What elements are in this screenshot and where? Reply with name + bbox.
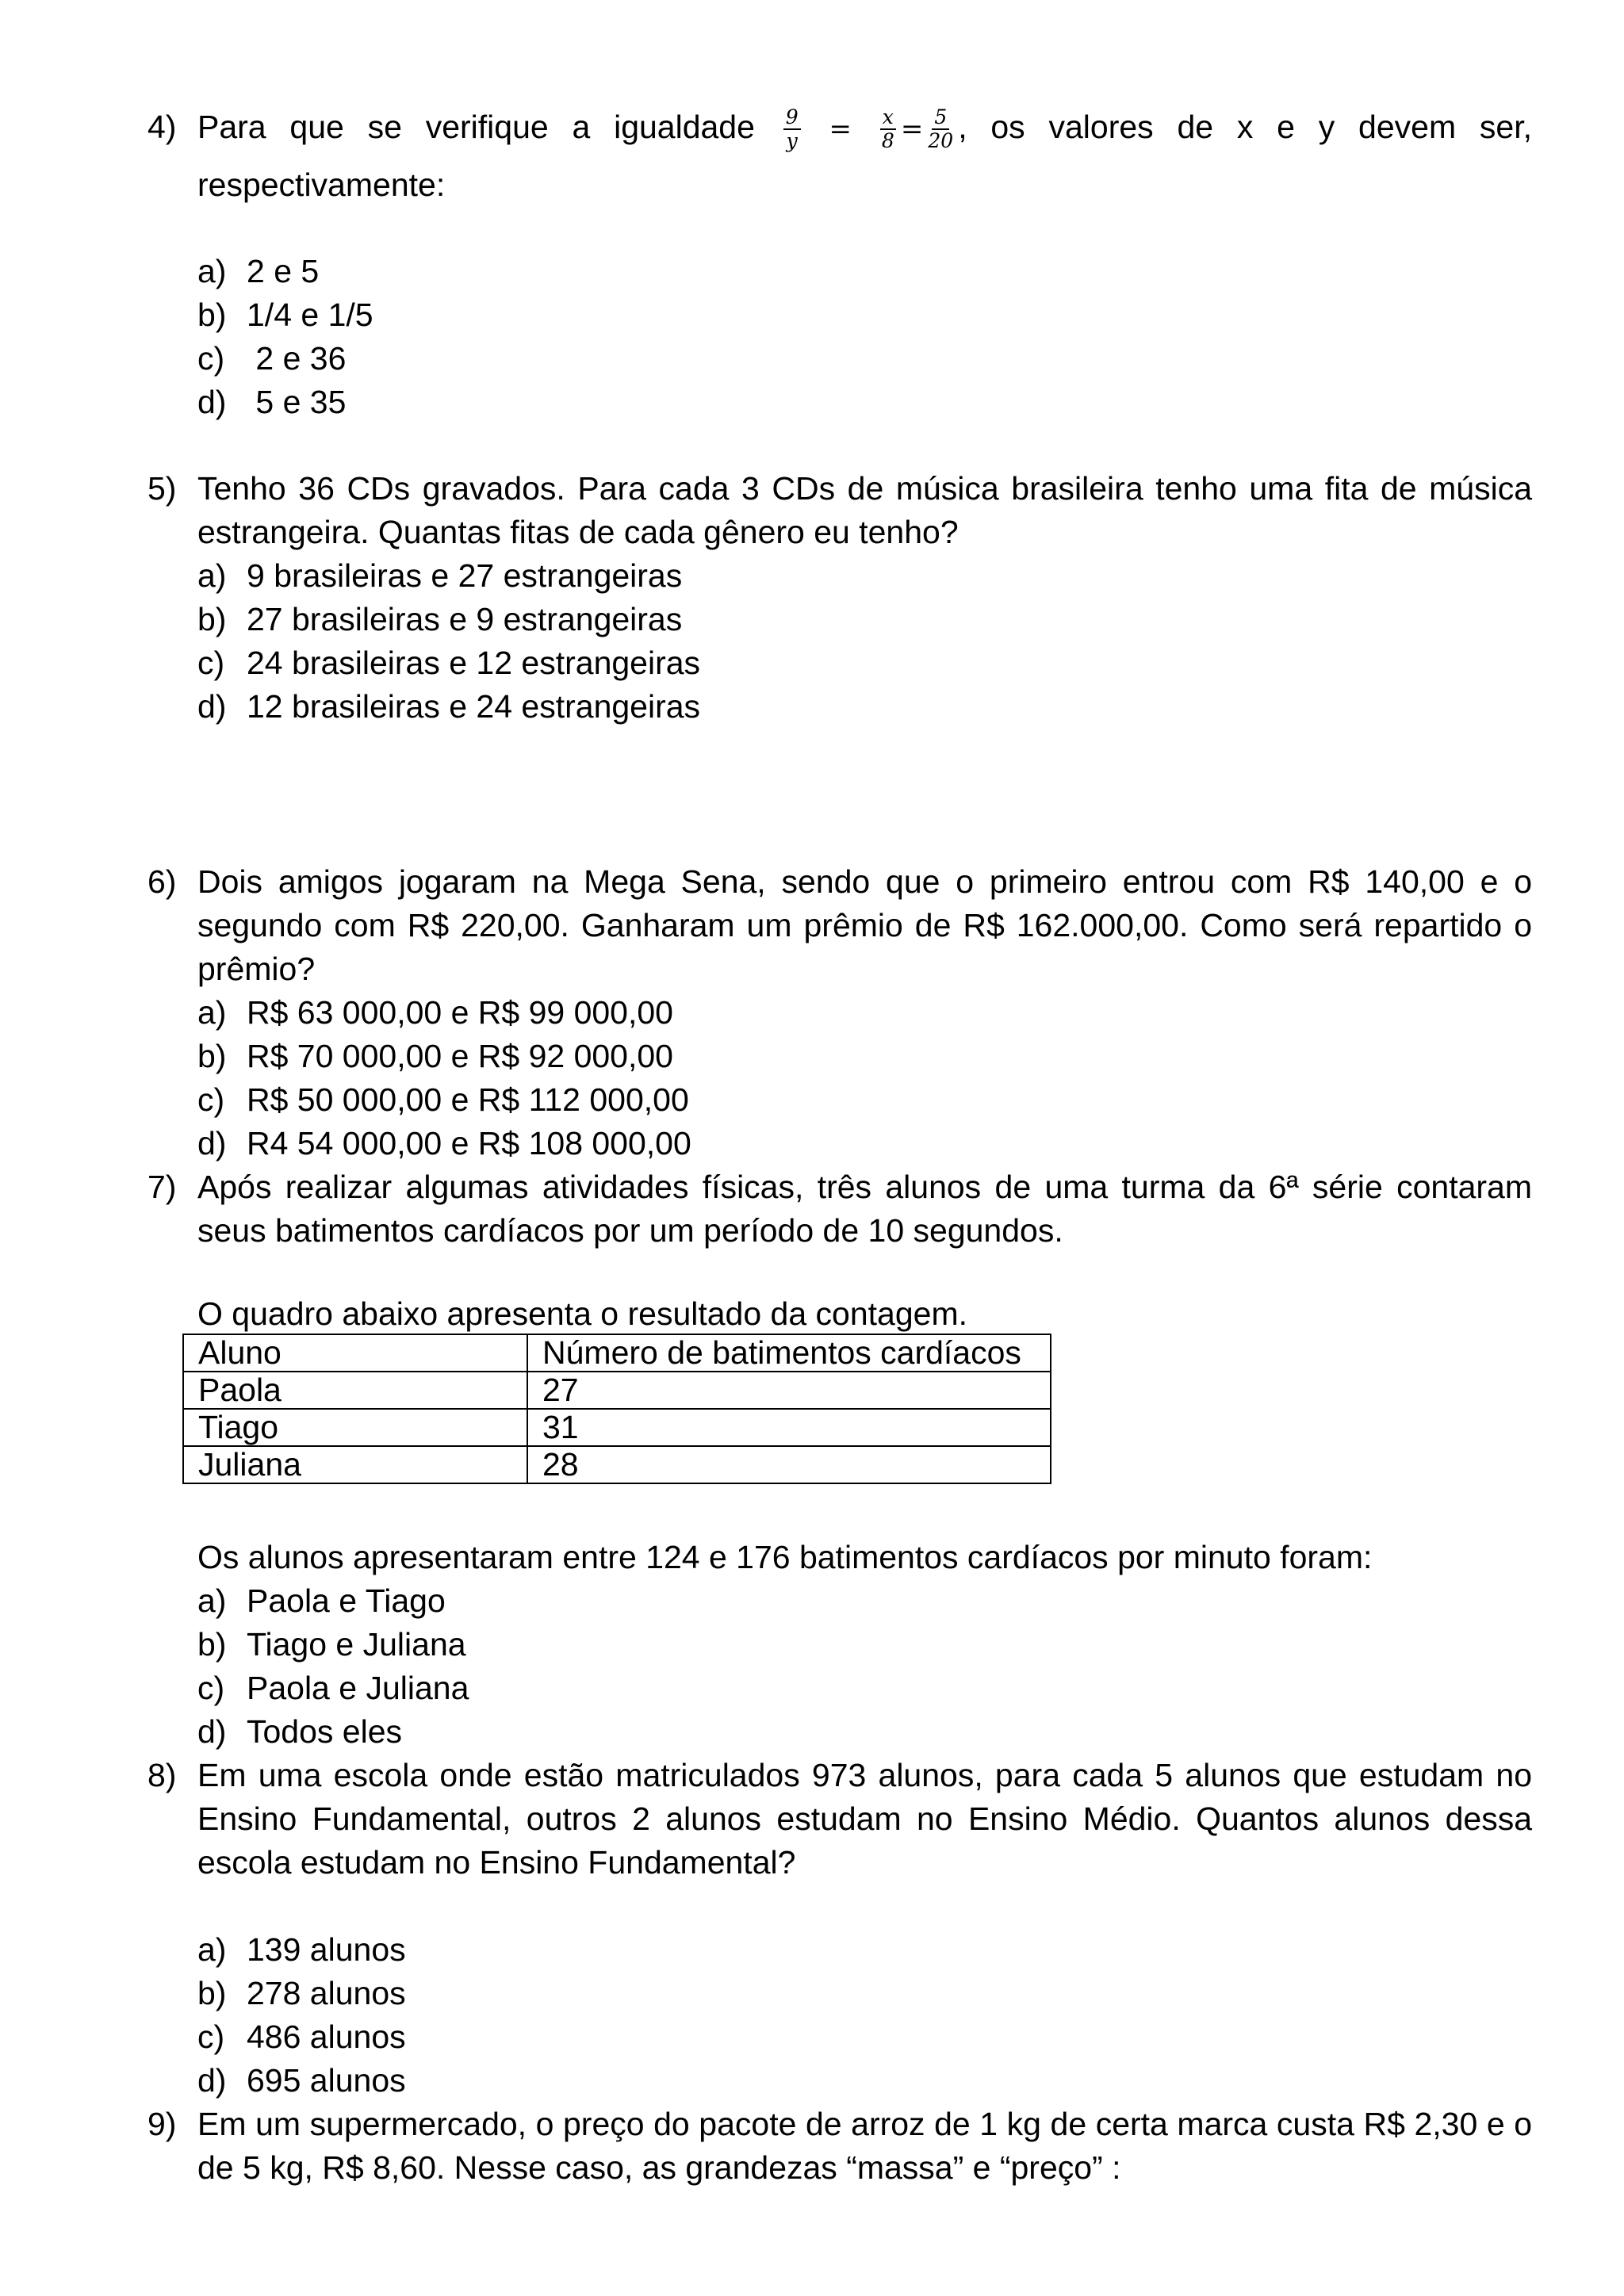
option-a: a) 2 e 5 — [197, 253, 320, 289]
table-intro: O quadro abaixo apresenta o resultado da contagem. — [197, 1295, 967, 1332]
option-c: c) Paola e Juliana — [197, 1670, 469, 1706]
option-c: c) 486 alunos — [197, 2019, 406, 2055]
option-b: b) Tiago e Juliana — [197, 1626, 466, 1663]
question-number: 4) — [147, 109, 177, 145]
option-a: a) R$ 63 000,00 e R$ 99 000,00 — [197, 994, 673, 1031]
option-c: c) 24 brasileiras e 12 estrangeiras — [197, 645, 701, 681]
option-d: d) 12 brasileiras e 24 estrangeiras — [197, 688, 701, 725]
table-row — [183, 1372, 1051, 1409]
option-a: a) 9 brasileiras e 27 estrangeiras — [197, 557, 683, 594]
fraction-9-over-y: $\frac{9}{y}$ — [783, 106, 801, 152]
fraction-x-over-8: $\frac{x}{8}$ — [880, 106, 896, 152]
question-text: Em uma escola onde estão matriculados 973 alunos, para cada 5 alunos que estudam no Ensino Fundamental, outros 2 alunos estudam no Ensino Médio. Quantos alunos dessa escola estudam no Ensino Fundamental? — [197, 1757, 1532, 1881]
question-number: 6) — [147, 863, 177, 900]
option-c: c) R$ 50 000,00 e R$ 112 000,00 — [197, 1081, 689, 1118]
table-row — [183, 1409, 1051, 1446]
fraction-5-over-20: $\frac{5}{20}$ — [928, 105, 954, 153]
table-row — [183, 1446, 1051, 1483]
heartbeat-table — [182, 1334, 1051, 1484]
option-c: c) 2 e 36 — [197, 340, 347, 377]
option-a: a) 139 alunos — [197, 1931, 406, 1968]
table-cell: Juliana — [183, 1446, 527, 1483]
question-text: Tenho 36 CDs gravados. Para cada 3 CDs de música brasileira tenho uma fita de música estrangeira. Quantas fitas de cada gênero eu tenho? — [197, 470, 1532, 550]
question-text: Para que se verifique a igualdade $\frac{9}{y}$ = $\frac{x}{8}$ = $\frac{5}{20}$ , os valores de x e y devem ser, — [197, 105, 1532, 153]
question-text-continued: respectivamente: — [197, 166, 446, 203]
question-text: Dois amigos jogaram na Mega Sena, sendo que o primeiro entrou com R$ 140,00 e o segundo com R$ 220,00. Ganharam um prêmio de R$ 162.000,00. Como será repartido o prêmio? — [197, 863, 1532, 987]
option-b: b) 1/4 e 1/5 — [197, 297, 373, 333]
option-d: d) R4 54 000,00 e R$ 108 000,00 — [197, 1125, 691, 1161]
option-b: b) 278 alunos — [197, 1975, 406, 2011]
option-b: b) R$ 70 000,00 e R$ 92 000,00 — [197, 1038, 673, 1074]
table-cell: 28 — [527, 1446, 1051, 1483]
option-b: b) 27 brasileiras e 9 estrangeiras — [197, 601, 683, 637]
question-text: Após realizar algumas atividades físicas, três alunos de uma turma da 6ª série contaram seus batimentos cardíacos por um período de 10 segundos. — [197, 1169, 1532, 1249]
option-d: d) Todos eles — [197, 1713, 403, 1750]
option-d: d) 695 alunos — [197, 2062, 406, 2099]
question-text: Os alunos apresentaram entre 124 e 176 batimentos cardíacos por minuto foram: — [197, 1539, 1373, 1575]
table-cell: 31 — [527, 1409, 1051, 1446]
question-number: 5) — [147, 470, 177, 507]
option-a: a) Paola e Tiago — [197, 1582, 446, 1619]
table-header-cell: Aluno — [183, 1334, 527, 1372]
question-text: Em um supermercado, o preço do pacote de arroz de 1 kg de certa marca custa R$ 2,30 e o de 5 kg, R$ 8,60. Nesse caso, as grandezas “massa” e “preço” : — [197, 2106, 1532, 2186]
table-header-cell: Número de batimentos cardíacos — [527, 1334, 1051, 1372]
table-cell: Tiago — [183, 1409, 527, 1446]
option-d: d) 5 e 35 — [197, 384, 347, 420]
table-header-row — [183, 1334, 1051, 1372]
table-cell: 27 — [527, 1372, 1051, 1409]
question-number: 7) — [147, 1169, 177, 1205]
question-number: 8) — [147, 1757, 177, 1793]
table-cell: Paola — [183, 1372, 527, 1409]
question-number: 9) — [147, 2106, 177, 2142]
